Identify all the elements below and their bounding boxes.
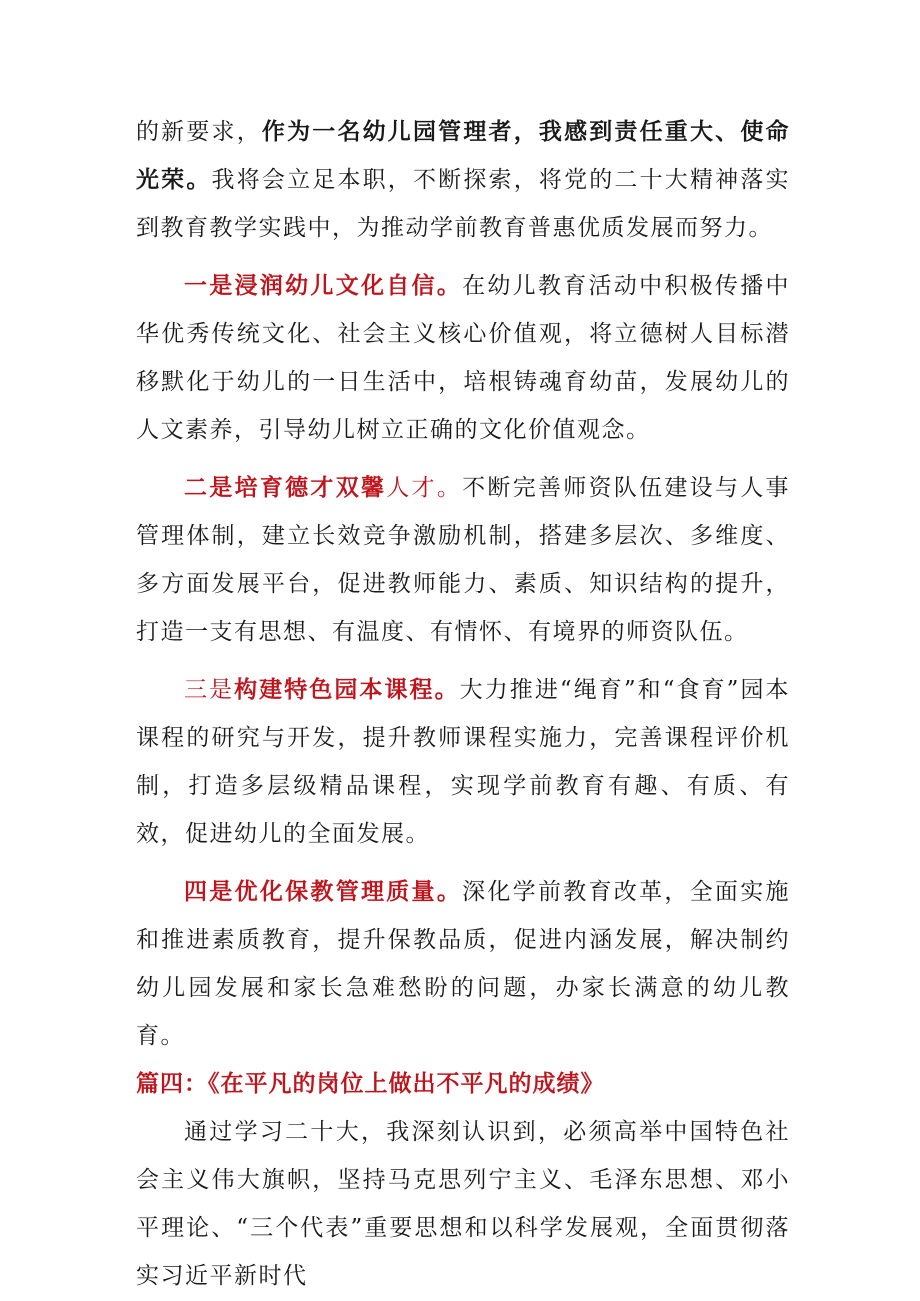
point-paragraph-4 [136, 868, 790, 1060]
point-body-4: 深化学前教育改革，全面实施和推进素质教育，提升保教品质，促进内涵发展，解决制约幼儿园发展和家长急难愁盼的问题，办家长满意的幼儿教育。 [136, 879, 791, 1049]
point-body-3: 大力推进“绳育”和“食育”园本课程的研究与开发，提升教师课程实施力，完善课程评价机制，打造多层级精品课程，实现学前教育有趣、有质、有效，促进幼儿的全面发展。 [136, 677, 791, 847]
point-paragraph-2 [136, 464, 790, 656]
point-body-2: 不断完善师资队伍建设与人事管理体制，建立长效竞争激励机制，搭建多层次、多维度、多方面发展平台，促进教师能力、素质、知识结构的提升，打造一支有思想、有温度、有情怀、有境界的师资队伍。 [136, 475, 791, 645]
section-title: 篇四：《在平凡的岗位上做出不平凡的成绩》 [136, 1070, 605, 1097]
point-paragraph-3 [136, 666, 790, 858]
point-heading-3-prefix: 三是 [184, 677, 235, 703]
intro-paragraph [136, 108, 790, 252]
point-heading-3-bold: 构建特色园本课程。 [234, 676, 460, 703]
intro-text-c: 我将会立足本职，不断探索，将党的二十大精神落实到教育教学实践中，为推动学前教育普惠优质发展而努力。 [136, 167, 791, 241]
intro-text-a: 的新要求， [136, 119, 262, 145]
section-body-paragraph: 通过学习二十大，我深刻认识到，必须高举中国特色社会主义伟大旗帜，坚持马克思列宁主义、毛泽东思想、邓小平理论、“三个代表”重要思想和以科学发展观，全面贯彻落实习近平新时代 [136, 1119, 790, 1289]
document-body [136, 108, 790, 1300]
point-body-1: 在幼儿教育活动中积极传播中华优秀传统文化、社会主义核心价值观，将立德树人目标潜移默化于幼儿的一日生活中，培根铸魂育幼苗，发展幼儿的人文素养，引导幼儿树立正确的文化价值观念。 [136, 273, 791, 443]
point-heading-2-bold: 二是培育德才双馨 [184, 474, 387, 501]
point-heading-2-rest: 人才。 [386, 475, 463, 501]
point-heading-1: 一是浸润幼儿文化自信。 [184, 272, 463, 299]
point-paragraph-1 [136, 262, 790, 454]
intro-bold-statement: 作为一名幼儿园管理者，我感到责任重大、使命光荣。 [136, 118, 791, 193]
point-heading-4: 四是优化保教管理质量。 [184, 878, 463, 905]
